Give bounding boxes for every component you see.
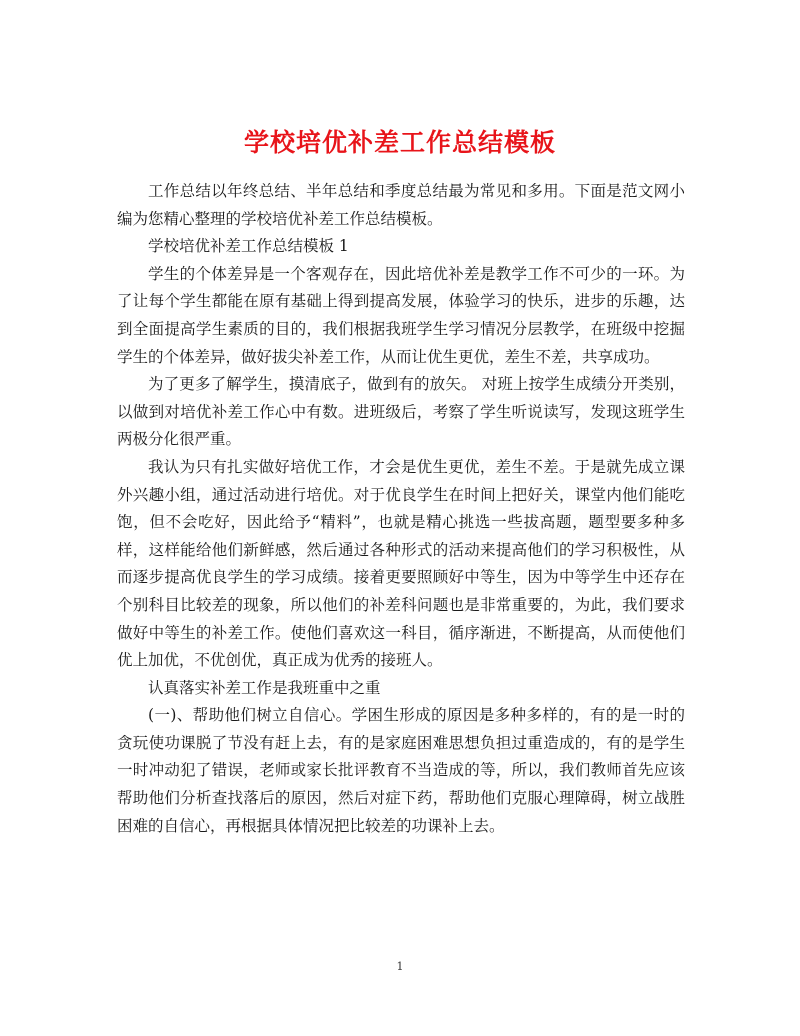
intro-paragraph: 工作总结以年终总结、半年总结和季度总结最为常见和多用。下面是范文网小编为您精心整理的学校培优补差工作总结模板。	[117, 182, 685, 228]
section-heading-remedial: 认真落实补差工作是我班重中之重	[148, 678, 381, 697]
page-number: 1	[396, 960, 404, 973]
body-paragraph: 为了更多了解学生，摸清底子，做到有的放矢。 对班上按学生成绩分开类别，以做到对培优补差工作心中有数。进班级后，考察了学生听说读写，发现这班学生两极分化很严重。	[117, 375, 685, 449]
body-paragraph: 我认为只有扎实做好培优工作，才会是优生更优，差生不差。于是就先成立课外兴趣小组，通过活动进行培优。对于优良学生在时间上把好关，课堂内他们能吃饱，但不会吃好，因此给予“精料”，也就是精心挑选一些拔高题，题型要多种多样，这样能给他们新鲜感，然后通过各种形式的活动来提高他们的学习积极性，从而逐步提高优良学生的学习成绩。接着更要照顾好中等生，因为中等学生中还存在个别科目比较差的现象，所以他们的补差科问题也是非常重要的，为此，我们要求做好中等生的补差工作。使他们喜欢这一科目，循序渐进，不断提高，从而使他们优上加优，不优创优，真正成为优秀的接班人。	[117, 457, 685, 670]
body-paragraph: (一)、帮助他们树立自信心。学困生形成的原因是多种多样的，有的是一时的贪玩使功课脱了节没有赶上去，有的是家庭困难思想负担过重造成的，有的是学生一时冲动犯了错误，老师或家长批评教育不当造成的等，所以，我们教师首先应该帮助他们分析查找落后的原因，然后对症下药，帮助他们克服心理障碍，树立战胜困难的自信心，再根据具体情况把比较差的功课补上去。	[117, 706, 685, 835]
body-paragraph: 学生的个体差异是一个客观存在，因此培优补差是教学工作不可少的一环。为了让每个学生都能在原有基础上得到提高发展，体验学习的快乐，进步的乐趣，达到全面提高学生素质的目的，我们根据我班学生学习情况分层教学，在班级中挖掘学生的个体差异，做好拔尖补差工作，从而让优生更优，差生不差，共享成功。	[117, 264, 685, 366]
document-body	[117, 178, 685, 840]
document-title: 学校培优补差工作总结模板	[243, 127, 556, 157]
section-heading-template-1: 学校培优补差工作总结模板 1	[148, 237, 349, 256]
